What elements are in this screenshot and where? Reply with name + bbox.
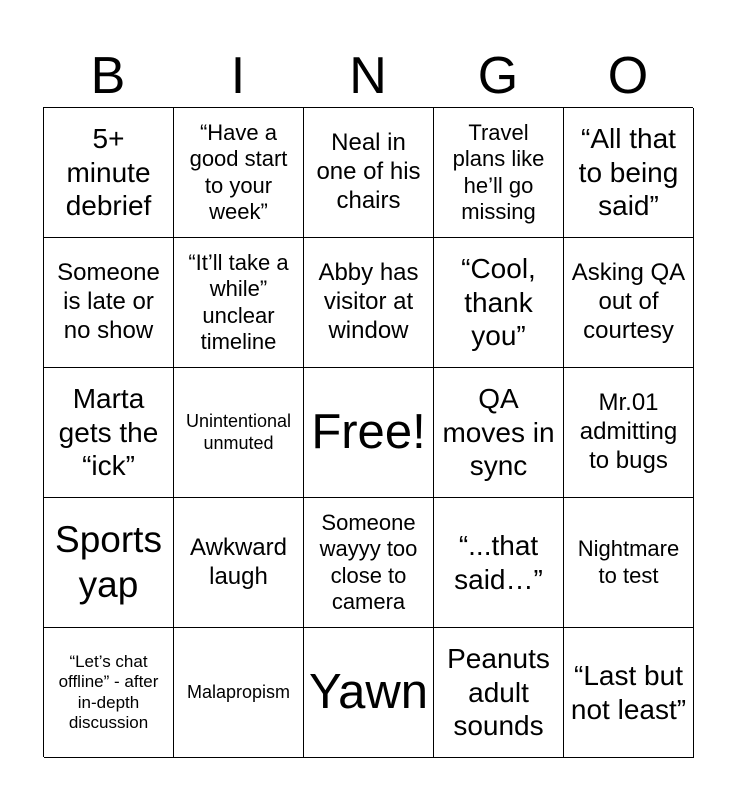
bingo-cell[interactable] [174,108,304,238]
cell-text: Yawn [309,665,428,720]
bingo-cell[interactable] [44,498,174,628]
bingo-cell[interactable] [564,238,694,368]
cell-text: Sports yap [55,519,162,605]
bingo-cell[interactable] [44,108,174,238]
bingo-cell[interactable] [304,238,434,368]
bingo-cell[interactable] [564,108,694,238]
bingo-cell[interactable] [434,108,564,238]
bingo-cell[interactable] [564,498,694,628]
cell-text: Nightmare to test [577,536,680,588]
cell-text: Peanuts adult sounds [447,643,550,742]
bingo-cell[interactable] [304,498,434,628]
bingo-cell[interactable] [434,238,564,368]
bingo-cell[interactable] [564,368,694,498]
cell-text: Someone is late or no show [57,259,160,344]
cell-text: Someone wayyy too close to camera [319,509,418,614]
header-letter-b: B [90,47,126,105]
bingo-header [43,44,693,108]
bingo-cell[interactable] [44,368,174,498]
cell-text: Awkward laugh [190,533,287,590]
cell-text: Mr.01 admitting to bugs [579,389,678,474]
cell-text: “All that to being said” [578,123,679,222]
bingo-cell[interactable] [564,628,694,758]
bingo-cell[interactable] [44,628,174,758]
cell-text: “Have a good start to your week” [189,119,288,224]
cell-text: “Last but not least” [570,659,687,725]
cell-text: Malapropism [186,681,291,702]
cell-text: Neal in one of his chairs [316,129,421,214]
free-space-cell[interactable] [304,368,434,498]
cell-text: Travel plans like he’ll go missing [452,119,545,224]
header-letter-i: I [230,47,246,105]
bingo-cell[interactable] [174,368,304,498]
bingo-cell[interactable] [434,498,564,628]
cell-text: “Cool, thank you” [461,253,536,352]
cell-text: 5+ minute debrief [65,123,152,222]
bingo-cell[interactable] [44,238,174,368]
bingo-cell[interactable] [434,628,564,758]
bingo-cell[interactable] [174,498,304,628]
free-space-text: Free! [311,405,426,460]
bingo-cell[interactable] [304,628,434,758]
cell-text: Marta gets the “ick” [58,383,159,482]
bingo-cell[interactable] [174,628,304,758]
header-letter-n: N [349,47,387,105]
header-letter-o: O [607,47,649,105]
cell-text: Abby has visitor at window [318,259,419,344]
header-letter-g: G [477,47,519,105]
cell-text: Unintentional unmuted [185,410,292,453]
bingo-cell[interactable] [434,368,564,498]
bingo-board [43,107,693,757]
cell-text: Asking QA out of courtesy [571,259,686,344]
bingo-cell[interactable] [174,238,304,368]
cell-text: “...that said…” [454,529,543,595]
cell-text: “It’ll take a while” unclear timeline [188,249,289,354]
bingo-cell[interactable] [304,108,434,238]
cell-text: QA moves in sync [442,383,555,482]
cell-text: “Let’s chat offline” - after in-depth discussion [58,651,159,732]
